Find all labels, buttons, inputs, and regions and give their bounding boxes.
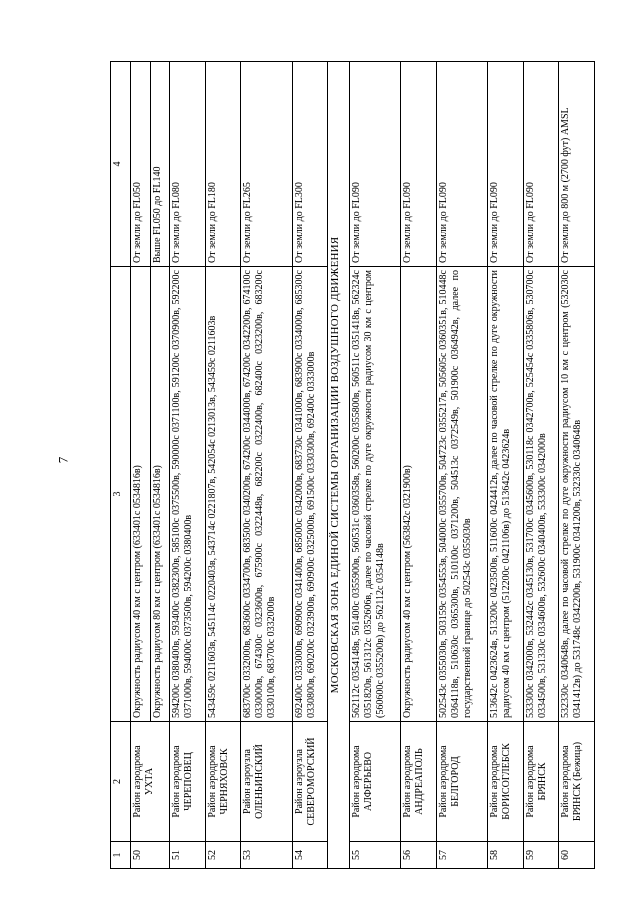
- vertical-limits: От земли до FL265: [241, 62, 292, 267]
- vertical-limits: От земли до FL090: [349, 62, 400, 267]
- document-table-frame: [110, 62, 595, 869]
- aerodrome-name: Район аэродрома АНДРЕАПОЛЬ: [401, 722, 437, 842]
- aerodrome-name: Район аэродрома БРЯНСК: [523, 722, 559, 842]
- airspace-table: [110, 61, 595, 869]
- vertical-limits: От земли до FL090: [436, 62, 487, 267]
- table-row: [559, 62, 595, 869]
- row-number: 58: [488, 842, 524, 869]
- row-number: 60: [559, 842, 595, 869]
- vertical-limits: От земли до FL050: [130, 62, 150, 267]
- vertical-limits: От земли до FL300: [292, 62, 328, 267]
- vertical-limits: От земли до FL090: [488, 62, 524, 267]
- aerodrome-name: Район аэроузла ОЛЕНЬИНСКИЙ: [241, 722, 292, 842]
- header-cell: 4: [111, 62, 131, 267]
- boundary-coordinates: 532330с 0340648в, далее по часовой стрелке по дуге окружности радиусом 10 км с центром (532030с 0341412в) до 531748с 0342200в, 531900с 0341200в, 532330с 0340648в: [559, 267, 595, 722]
- vertical-limits: Выше FL050 до FL140: [150, 62, 170, 267]
- row-number: 54: [292, 842, 328, 869]
- boundary-coordinates: 533300с 0342000в, 532442с 0345130в, 531700с 0345600в, 530118с 0342700в, 525454с 0335806в, 530700с 0334500в, 531330с 0334600в, 532600с 0340400в, 533300с 0342000в: [523, 267, 559, 722]
- row-number: 52: [205, 842, 241, 869]
- row-number: 55: [349, 842, 400, 869]
- vertical-limits: От земли до FL090: [401, 62, 437, 267]
- table-row: [292, 62, 328, 869]
- table-row: [205, 62, 241, 869]
- aerodrome-name: Район аэродрома УХТА: [130, 722, 170, 842]
- vertical-limits: От земли до FL090: [523, 62, 559, 267]
- table-body: [111, 62, 595, 869]
- aerodrome-name: Район аэродрома ЧЕРНЯХОВСК: [205, 722, 241, 842]
- boundary-coordinates: 692400с 0333000в, 690900с 0341400в, 685000с 0342000в, 683730с 0341000в, 683900с 0334000в, 685300с 0330800в, 690200с 0323900в, 690900с 0325000в, 691500с 0330300в, 692400с 0333000в: [292, 267, 328, 722]
- row-number: 57: [436, 842, 487, 869]
- header-row: [111, 62, 131, 869]
- aerodrome-name: Район аэродрома ЧЕРЕПОВЕЦ: [170, 722, 206, 842]
- table-row: [436, 62, 487, 869]
- boundary-coordinates: 683700с 0332000в, 683600с 0334700в, 683500с 0340200в, 674200с 0344000в, 674200с 0342200в, 674100с 0330000в, 674300с 0323600в, 675900с 0322448в, 682200с 0322400в, 682400с 0323200в, 683200с 0330100в, 683700с 0332000в: [241, 267, 292, 722]
- row-number: 59: [523, 842, 559, 869]
- row-number: 56: [401, 842, 437, 869]
- aerodrome-name: Район аэродрома БОРИСОГЛЕБСК: [488, 722, 524, 842]
- aerodrome-name: Район аэроузла СЕВЕРОМОРСКИЙ: [292, 722, 328, 842]
- table-row: [241, 62, 292, 869]
- vertical-limits: От земли до FL080: [170, 62, 206, 267]
- page-number: 7: [55, 456, 71, 464]
- row-number: 50: [130, 842, 170, 869]
- boundary-coordinates: Окружность радиусом 80 км с центром (633401с 0534816в): [150, 267, 170, 722]
- boundary-coordinates: Окружность радиусом 40 км с центром (633401с 0534816в): [130, 267, 150, 722]
- aerodrome-name: Район аэродрома БЕЛГОРОД: [436, 722, 487, 842]
- section-row: [328, 62, 349, 869]
- row-number: 51: [170, 842, 206, 869]
- boundary-coordinates: 543459с 0211603в, 545114с 0220403в, 543714с 0221807в, 542054с 0213013в, 543459с 0211603в: [205, 267, 241, 722]
- row-number: 53: [241, 842, 292, 869]
- boundary-coordinates: 502543с 0355030в, 503159с 0354553в, 504000с 0355700в, 504723с 0355217в, 505605с 0360351в, 510448с 0364118в, 510630с 0365300в, 510100с 0371200в, 504513с 0372549в, 501900с 0364942в, далее по государственной границе до 502543с 0355030в: [436, 267, 487, 722]
- boundary-coordinates: 562112с 0354148в, 561400с 0355900в, 560531с 0360358в, 560200с 0355800в, 560511с 0351418в, 562324с 0351820в, 561312с 0352606в, далее по часовой стрелке по дуге окружности радиусом 30 км с центром (560600с 0355200в) до 562112с 0354148в: [349, 267, 400, 722]
- header-cell: 1: [111, 842, 131, 869]
- boundary-coordinates: 594200с 0380400в, 593400с 0382300в, 585100с 0375500в, 590000с 0371100в, 591200с 0370900в, 592200с 0371000в, 594000с 0373500в, 594200с 0380400в: [170, 267, 206, 722]
- vertical-limits: От земли до FL180: [205, 62, 241, 267]
- table-row: [130, 62, 150, 869]
- table-row: [349, 62, 400, 869]
- aerodrome-name: Район аэродрома АЛФЕРЬЕВО: [349, 722, 400, 842]
- aerodrome-name: Район аэродрома БРЯНСК (Бежица): [559, 722, 595, 842]
- header-cell: 2: [111, 722, 131, 842]
- table-row: [401, 62, 437, 869]
- table-row: [488, 62, 524, 869]
- boundary-coordinates: Окружность радиусом 40 км с центром (563842с 0321900в): [401, 267, 437, 722]
- table-row: [523, 62, 559, 869]
- boundary-coordinates: 513642с 0423624в, 513200с 0423500в, 511600с 0424412в, далее по часовой стрелке по дуге окружности радиусом 40 км с центром (512200с 0421106в) до 513642с 0423624в: [488, 267, 524, 722]
- section-title: МОСКОВСКАЯ ЗОНА ЕДИНОЙ СИСТЕМЫ ОРГАНИЗАЦИИ ВОЗДУШНОГО ДВИЖЕНИЯ: [328, 62, 349, 869]
- header-cell: 3: [111, 267, 131, 722]
- table-row: [170, 62, 206, 869]
- vertical-limits: От земли до 800 м (2700 фут) AMSL: [559, 62, 595, 267]
